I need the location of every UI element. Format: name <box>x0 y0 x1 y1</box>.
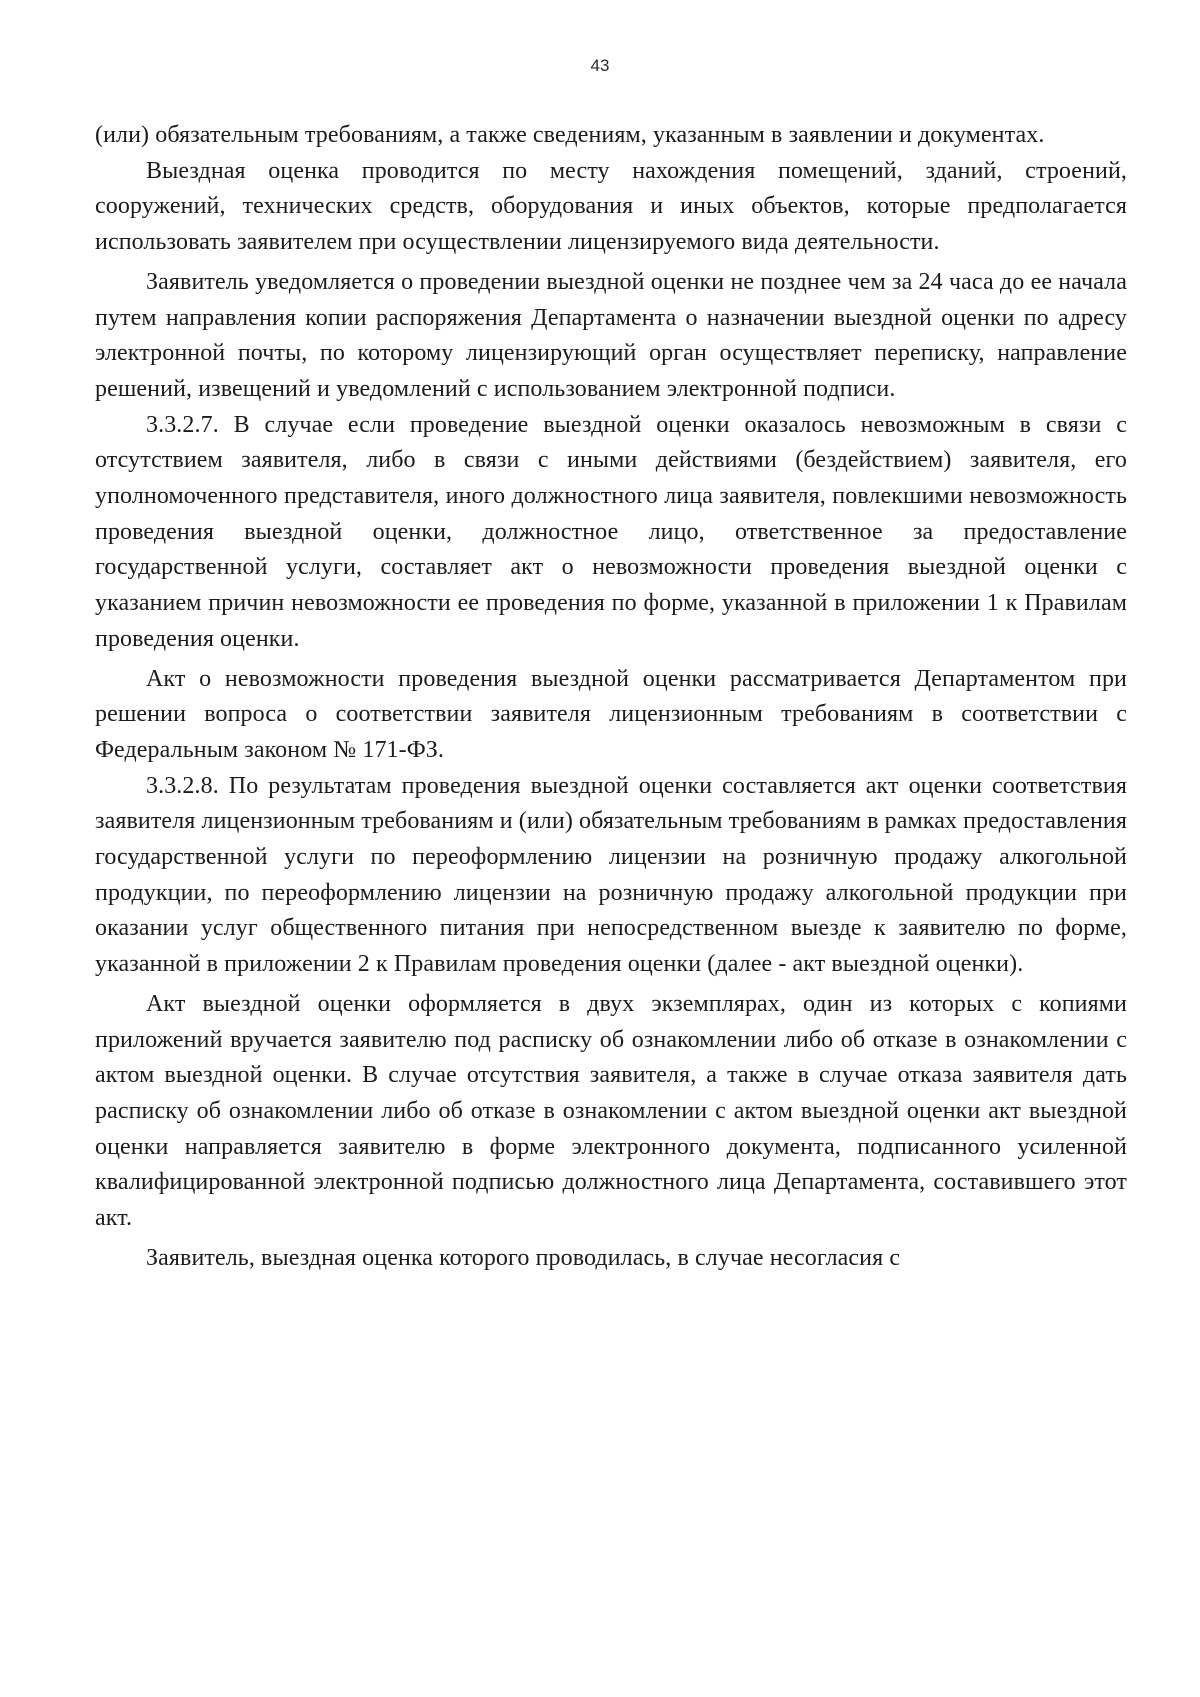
paragraph-applicant-notification: Заявитель уведомляется о проведении выездной оценки не позднее чем за 24 часа до ее начала путем направления копии распоряжения Департамента о назначении выездной оценки по адресу электронной почты, по которому лицензирующий орган осуществляет переписку, направление решений, извещений и уведомлений с использованием электронной подписи. <box>95 268 1127 402</box>
paragraph-impossibility-act: Акт о невозможности проведения выездной оценки рассматривается Департаментом при решении вопроса о соответствии заявителя лицензионным требованиям в соответствии с Федеральным законом № 171-ФЗ. <box>95 665 1127 763</box>
paragraph-continuation: (или) обязательным требованиям, а также сведениям, указанным в заявлении и документах. <box>95 122 1045 148</box>
paragraph-3-3-2-8: 3.3.2.8. По результатам проведения выездной оценки составляется акт оценки соответствия заявителя лицензионным требованиям и (или) обязательным требованиям в рамках предоставления государственной услуги по переоформлению лицензии на розничную продажу алкогольной продукции, по переоформлению лицензии на розничную продажу алкогольной продукции при оказании услуг общественного питания при непосредственном выезде к заявителю по форме, указанной в приложении 2 к Правилам проведения оценки (далее - акт выездной оценки). <box>95 772 1127 978</box>
paragraph-site-assessment-location: Выездная оценка проводится по месту нахождения помещений, зданий, строений, сооружений, технических средств, оборудования и иных объектов, которые предполагается использовать заявителем при осуществлении лицензируемого вида деятельности. <box>95 157 1127 256</box>
paragraph-applicant-disagreement: Заявитель, выездная оценка которого проводилась, в случае несогласия с <box>146 1244 901 1271</box>
paragraph-3-3-2-7: 3.3.2.7. В случае если проведение выездной оценки оказалось невозможным в связи с отсутствием заявителя, либо в связи с иными действиями (бездействием) заявителя, его уполномоченного представителя, иного должностного лица заявителя, повлекшими невозможность проведения выездной оценки, должностное лицо, ответственное за предоставление государственной услуги, составляет акт о невозможности проведения выездной оценки с указанием причин невозможности ее проведения по форме, указанной в приложении 1 к Правилам проведения оценки. <box>95 411 1127 652</box>
page-number: 43 <box>590 56 610 75</box>
paragraph-assessment-act-copies: Акт выездной оценки оформляется в двух экземплярах, один из которых с копиями приложений вручается заявителю под расписку об ознакомлении либо об отказе в ознакомлении с актом выездной оценки. В случае отсутствия заявителя, а также в случае отказа заявителя дать расписку об ознакомлении либо об отказе в ознакомлении с актом выездной оценки акт выездной оценки направляется заявителю в форме электронного документа, подписанного усиленной квалифицированной электронной подписью должностного лица Департамента, составившего этот акт. <box>95 990 1127 1232</box>
document-body <box>95 118 1127 1277</box>
